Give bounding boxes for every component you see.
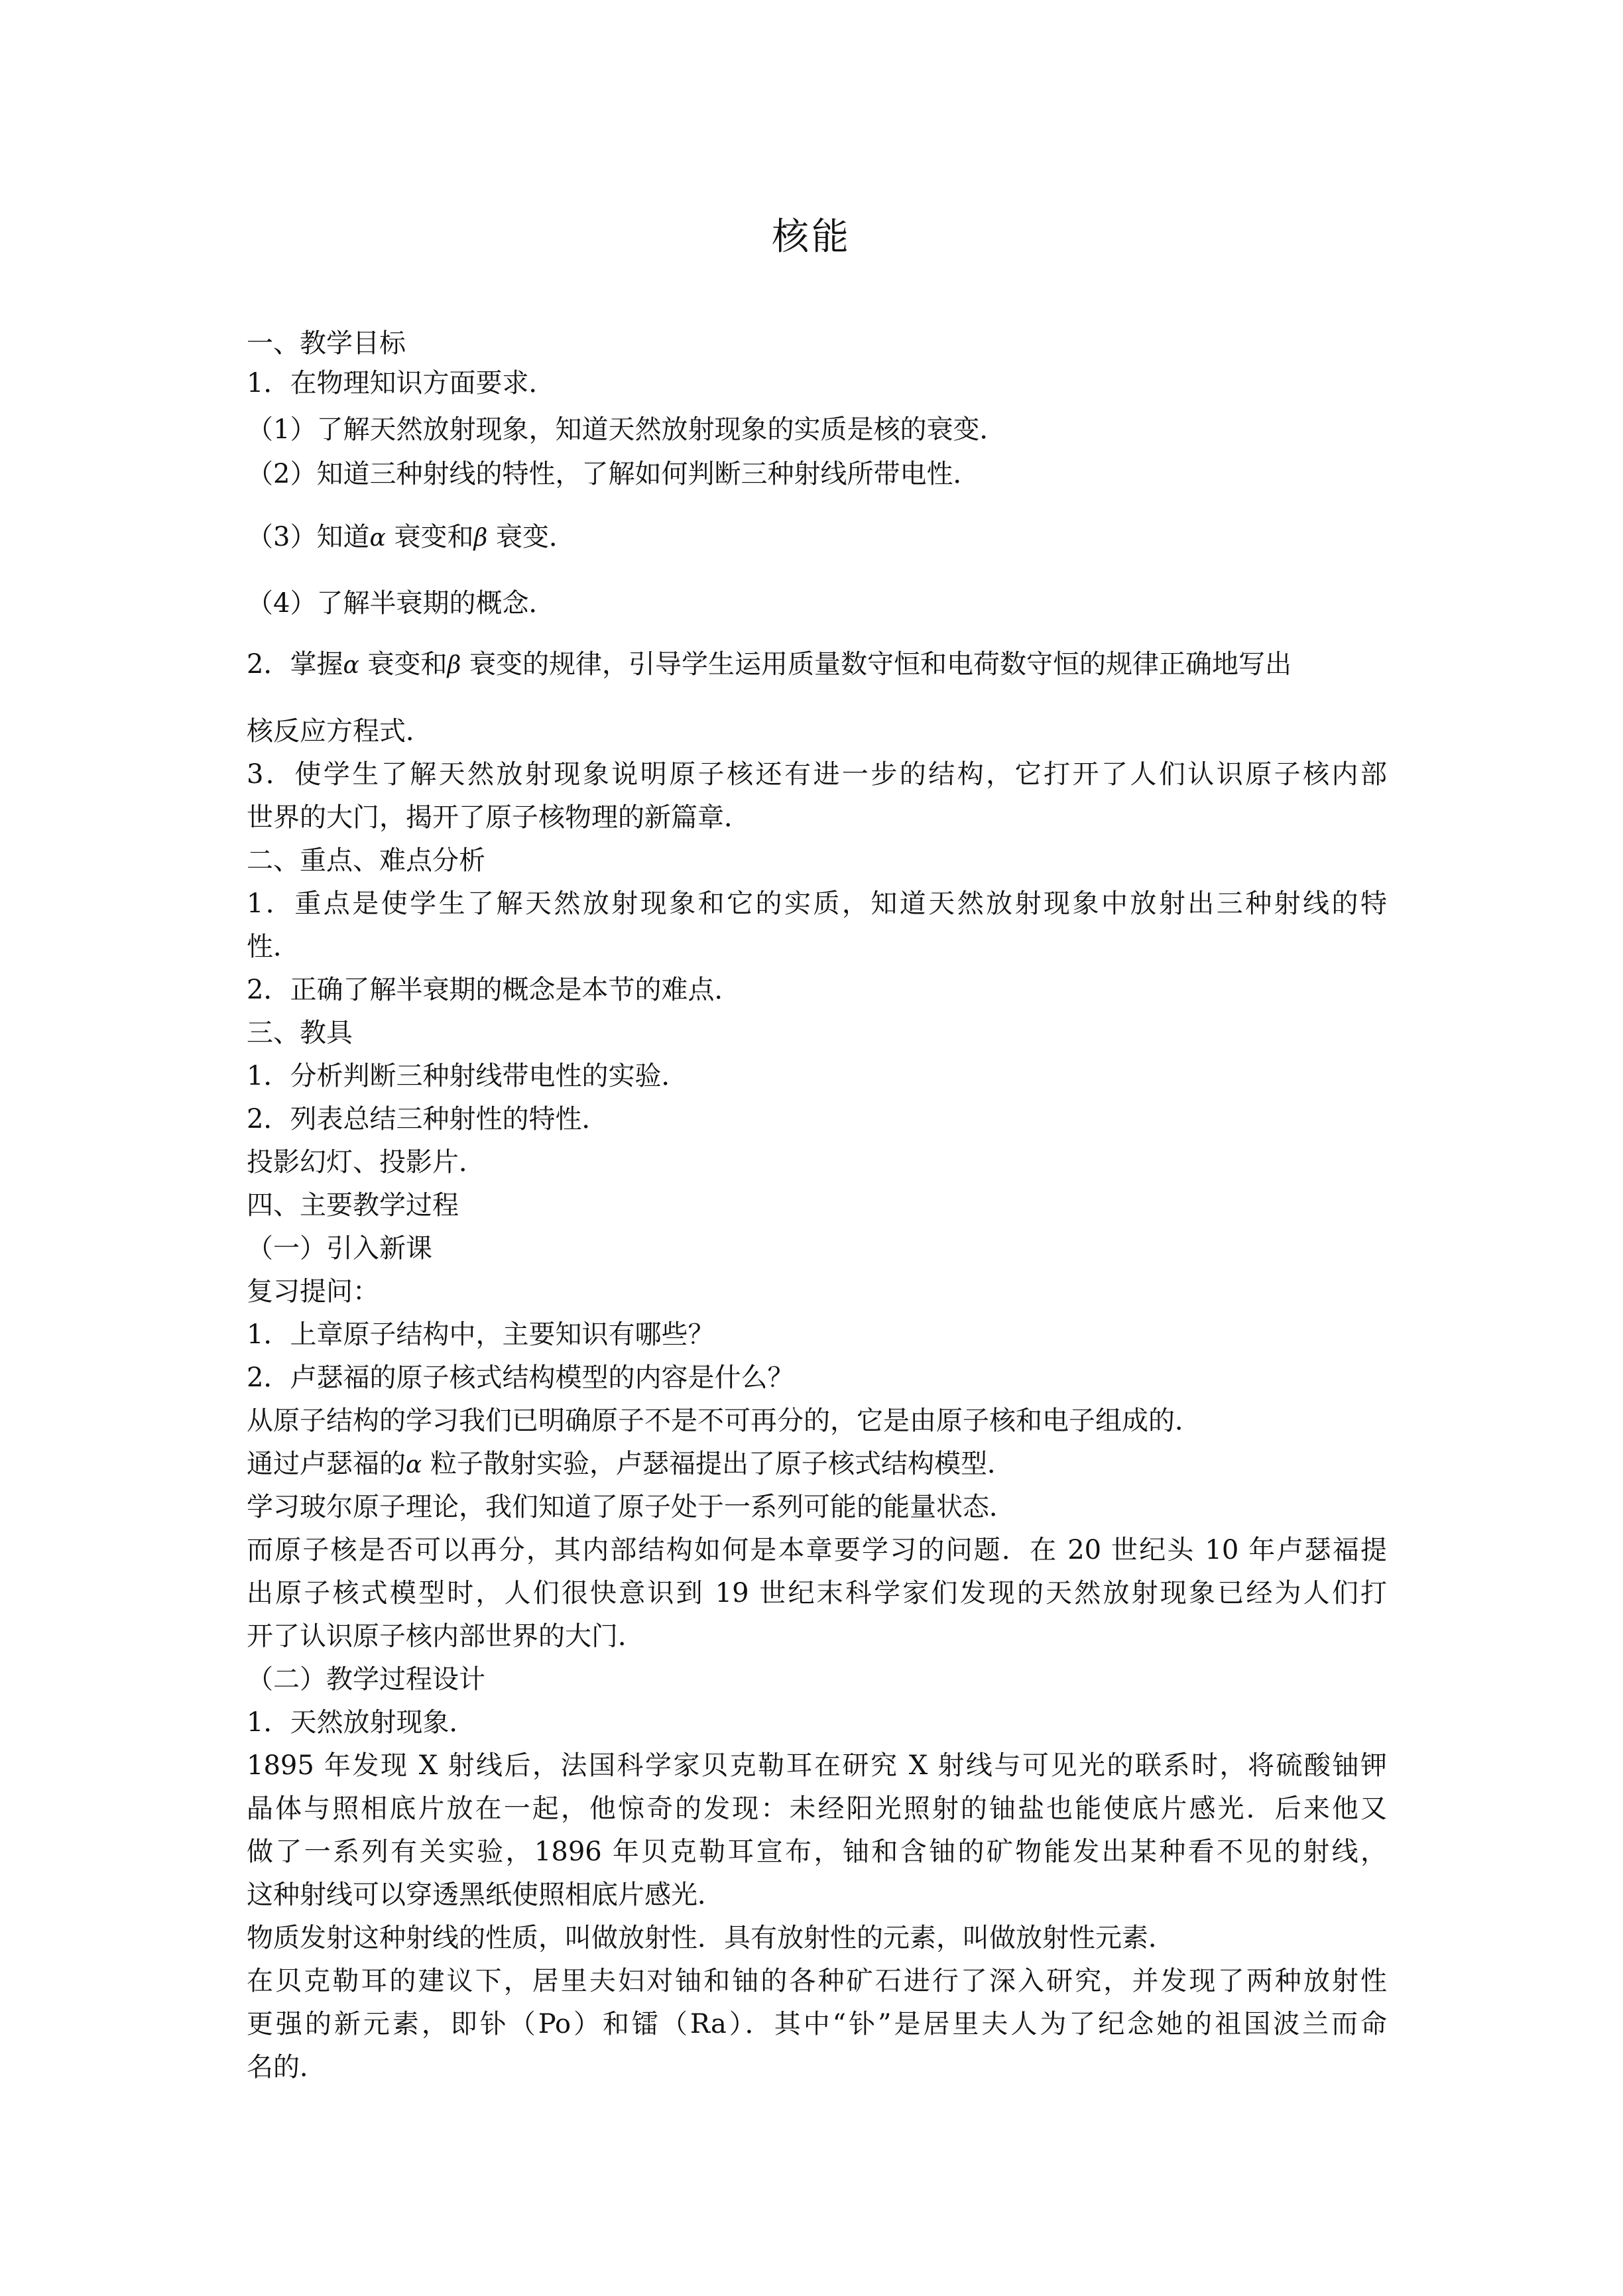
text-line: 2．卢瑟福的原子核式结构模型的内容是什么？ xyxy=(247,1362,794,1393)
text-line: （2）知道三种射线的特性，了解如何判断三种射线所带电性． xyxy=(247,459,980,489)
subsection-heading: （一）引入新课 xyxy=(247,1233,432,1264)
section-heading-process: 四、主要教学过程 xyxy=(247,1190,459,1221)
text-segment: 粒子散射实验，卢瑟福提出了原子核式结构模型． xyxy=(422,1449,1014,1479)
beta-symbol: β xyxy=(447,652,461,679)
text-line: 名的． xyxy=(247,2052,326,2083)
text-segment: 2．掌握 xyxy=(247,649,343,680)
text-line: 1．重点是使学生了解天然放射现象和它的实质，知道天然放射现象中放射出三种射线的特 xyxy=(247,888,1387,919)
section-heading-key-points: 二、重点、难点分析 xyxy=(247,845,485,876)
text-line: 出原子核式模型时，人们很快意识到 19 世纪末科学家们发现的天然放射现象已经为人们打 xyxy=(247,1578,1387,1608)
text-line: 1895 年发现 X 射线后，法国科学家贝克勒耳在研究 X 射线与可见光的联系时，将硫酸铀钾 xyxy=(247,1750,1387,1781)
text-line: 1．分析判断三种射线带电性的实验． xyxy=(247,1061,688,1091)
text-line: 2．列表总结三种射性的特性． xyxy=(247,1104,609,1134)
text-line: 核反应方程式． xyxy=(247,716,432,747)
beta-symbol: β xyxy=(473,524,488,552)
text-line: 世界的大门，揭开了原子核物理的新篇章． xyxy=(247,802,751,833)
text-line-with-greek xyxy=(247,644,1292,686)
text-segment: 通过卢瑟福的 xyxy=(247,1449,406,1479)
text-segment: 衰变和 xyxy=(359,649,448,680)
text-line: （1）了解天然放射现象，知道天然放射现象的实质是核的衰变． xyxy=(247,414,1006,445)
text-line-with-greek xyxy=(247,517,575,558)
text-line: 开了认识原子核内部世界的大门． xyxy=(247,1621,644,1652)
text-line: 1．天然放射现象． xyxy=(247,1707,476,1738)
text-line: 从原子结构的学习我们已明确原子不是不可再分的，它是由原子核和电子组成的． xyxy=(247,1406,1201,1436)
text-segment: 衰变和 xyxy=(385,522,474,552)
text-line: 而原子核是否可以再分，其内部结构如何是本章要学习的问题．在 20 世纪头 10 年卢瑟福提 xyxy=(247,1535,1387,1565)
text-line: 这种射线可以穿透黑纸使照相底片感光． xyxy=(247,1880,724,1910)
text-segment: 衰变的规律，引导学生运用质量数守恒和电荷数守恒的规律正确地写出 xyxy=(461,649,1292,680)
section-heading-objectives: 一、教学目标 xyxy=(247,328,406,359)
text-line: 复习提问： xyxy=(247,1276,379,1307)
text-segment: （3）知道 xyxy=(247,522,370,552)
text-segment: 衰变． xyxy=(487,522,576,552)
text-line: 在贝克勒耳的建议下，居里夫妇对铀和铀的各种矿石进行了深入研究，并发现了两种放射性 xyxy=(247,1966,1387,1996)
text-line: 1．在物理知识方面要求． xyxy=(247,368,556,398)
section-heading-teaching-aids: 三、教具 xyxy=(247,1018,353,1048)
text-line: 2．正确了解半衰期的概念是本节的难点． xyxy=(247,975,741,1005)
text-line: 投影幻灯、投影片． xyxy=(247,1147,485,1178)
document-title: 核能 xyxy=(772,215,851,259)
text-line: （4）了解半衰期的概念． xyxy=(247,588,556,619)
text-line: 3．使学生了解天然放射现象说明原子核还有进一步的结构，它打开了人们认识原子核内部 xyxy=(247,759,1387,790)
text-line: 学习玻尔原子理论，我们知道了原子处于一系列可能的能量状态． xyxy=(247,1492,1016,1522)
subsection-heading: （二）教学过程设计 xyxy=(247,1664,485,1695)
text-line: 1．上章原子结构中，主要知识有哪些？ xyxy=(247,1319,715,1350)
text-line: 更强的新元素，即钋（Po）和镭（Ra）．其中“钋”是居里夫人为了纪念她的祖国波兰而命 xyxy=(247,2009,1387,2039)
alpha-symbol: α xyxy=(369,524,386,552)
text-line-with-greek xyxy=(247,1444,1014,1485)
alpha-symbol: α xyxy=(406,1451,422,1479)
text-line: 做了一系列有关实验，1896 年贝克勒耳宣布，铀和含铀的矿物能发出某种看不见的射线， xyxy=(247,1837,1387,1867)
alpha-symbol: α xyxy=(343,652,359,679)
text-line: 物质发射这种射线的性质，叫做放射性．具有放射性的元素，叫做放射性元素． xyxy=(247,1923,1175,1953)
text-line: 性． xyxy=(247,932,300,962)
text-line: 晶体与照相底片放在一起，他惊奇的发现：未经阳光照射的铀盐也能使底片感光．后来他又 xyxy=(247,1793,1387,1824)
